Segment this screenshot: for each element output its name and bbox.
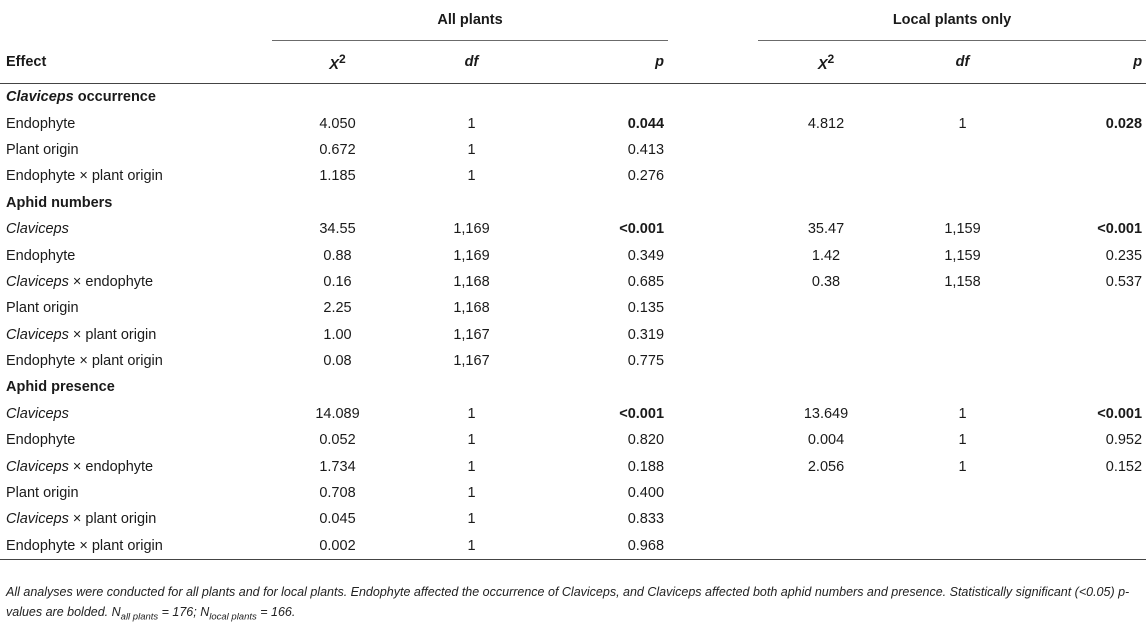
section-title <box>0 374 1146 400</box>
local-p-cell: 0.537 <box>1105 273 1143 290</box>
gap-cell <box>668 295 758 321</box>
local-p-cell: 0.235 <box>1105 247 1143 264</box>
local-df-cell <box>894 137 1031 163</box>
gap-cell <box>668 453 758 479</box>
local-df-cell <box>894 506 1031 532</box>
effect-text: Endophyte <box>6 115 76 132</box>
local-p-cell <box>1031 163 1146 189</box>
local-df-cell <box>894 163 1031 189</box>
local-chi-square-cell <box>758 295 894 321</box>
all-p-cell: 0.775 <box>627 353 665 370</box>
table-row <box>0 533 1146 560</box>
local-chi-square-cell <box>758 533 894 560</box>
table-row <box>0 480 1146 506</box>
effect-cell <box>0 453 272 479</box>
all-p-cell: 0.135 <box>627 300 665 317</box>
effect-italic: Claviceps <box>6 458 69 475</box>
header-p-all: p <box>655 54 665 70</box>
all-chi-square-cell: 0.08 <box>323 353 352 370</box>
effect-cell <box>0 533 272 560</box>
all-df-cell: 1,168 <box>453 273 490 290</box>
local-chi-square-cell <box>758 163 894 189</box>
all-chi-square-cell: 34.55 <box>319 221 356 238</box>
all-p-cell: 0.400 <box>627 485 665 502</box>
chi-symbol: X <box>329 56 339 73</box>
gap-cell <box>668 137 758 163</box>
local-p-cell: <0.001 <box>1097 221 1143 238</box>
all-p-cell: 0.188 <box>627 458 665 475</box>
all-df-cell: 1,167 <box>453 353 490 370</box>
local-df-cell <box>894 480 1031 506</box>
section-title <box>0 84 1146 111</box>
all-df-cell: 1,167 <box>453 326 490 343</box>
footnote-text: All analyses were conducted for all plants and for local plants. Endophyte affected the occurrence of Claviceps, and Claviceps affected both aphid numbers and presence. Statistically significant (<0.05) p-values are bolded. N <box>6 585 1130 619</box>
local-p-cell: 0.952 <box>1105 432 1143 449</box>
effect-text: Endophyte × plant origin <box>6 353 163 370</box>
header-chi-local <box>758 41 894 84</box>
gap-cell <box>668 427 758 453</box>
all-df-cell: 1,168 <box>453 300 490 317</box>
gap-cell <box>668 322 758 348</box>
all-chi-square-cell: 0.16 <box>323 273 352 290</box>
local-chi-square-cell: 0.38 <box>811 273 841 290</box>
effect-italic: Claviceps <box>6 221 69 238</box>
table-footnote <box>6 582 1140 628</box>
header-chi-all <box>272 41 403 84</box>
section-title-text: occurrence <box>73 89 156 106</box>
header-p-local: p <box>1133 54 1143 70</box>
all-p-cell: <0.001 <box>619 405 665 422</box>
local-chi-square-cell <box>758 506 894 532</box>
chi-superscript: 2 <box>827 51 835 66</box>
local-df-cell: 1,158 <box>944 273 981 290</box>
all-chi-square-cell: 0.002 <box>272 533 403 560</box>
local-p-cell: 0.028 <box>1105 115 1143 132</box>
chi-symbol: X <box>817 56 828 73</box>
table-row <box>0 348 1146 374</box>
gap-cell <box>668 242 758 268</box>
local-p-cell: 0.152 <box>1105 458 1143 475</box>
all-p-cell: 0.968 <box>540 533 668 560</box>
all-chi-square-cell: 0.045 <box>319 511 356 528</box>
all-chi-square-cell: 0.672 <box>319 141 356 158</box>
all-df-cell: 1 <box>467 168 476 185</box>
local-p-cell <box>1031 506 1146 532</box>
all-chi-square-cell: 0.88 <box>323 247 352 264</box>
effect-cell <box>0 480 272 506</box>
footnote-eq-local: = 166. <box>256 605 296 619</box>
local-df-cell <box>894 295 1031 321</box>
local-df-cell: 1 <box>958 458 967 475</box>
header-df-all: df <box>464 54 479 70</box>
table-row <box>0 216 1146 242</box>
section-row <box>0 190 1146 216</box>
local-chi-square-cell: 13.649 <box>803 405 849 422</box>
table-row <box>0 322 1146 348</box>
header-gap <box>668 0 758 41</box>
all-p-cell: 0.685 <box>627 273 665 290</box>
effect-text: × plant origin <box>68 326 157 343</box>
all-chi-square-cell: 1.00 <box>323 326 352 343</box>
table-row <box>0 242 1146 268</box>
section-row <box>0 84 1146 111</box>
all-p-cell: <0.001 <box>619 221 665 238</box>
all-p-cell: 0.349 <box>627 247 665 264</box>
section-title <box>0 190 1146 216</box>
table-row <box>0 137 1146 163</box>
local-p-cell <box>1031 348 1146 374</box>
chi-superscript: 2 <box>338 51 346 66</box>
all-df-cell: 1 <box>403 533 540 560</box>
section-title-italic: Claviceps <box>6 89 74 106</box>
section-row <box>0 374 1146 400</box>
table-row <box>0 401 1146 427</box>
all-df-cell: 1 <box>467 115 476 132</box>
local-df-cell: 1 <box>958 115 967 132</box>
all-chi-square-cell: 1.734 <box>319 458 356 475</box>
table-row <box>0 427 1146 453</box>
local-df-cell <box>894 533 1031 560</box>
local-df-cell: 1,159 <box>944 221 981 238</box>
local-chi-square-cell <box>758 137 894 163</box>
header-group-local: Local plants only <box>758 0 1146 41</box>
effect-cell <box>0 110 272 136</box>
effect-text: Endophyte <box>6 432 76 449</box>
header-column-row <box>0 41 1146 84</box>
table-row <box>0 453 1146 479</box>
local-chi-square-cell: 2.056 <box>807 458 845 475</box>
local-p-cell <box>1031 322 1146 348</box>
footnote-sub-all: all plants <box>120 611 159 623</box>
table-row <box>0 163 1146 189</box>
local-chi-square-cell: 35.47 <box>807 221 845 238</box>
all-chi-square-cell: 4.050 <box>319 115 356 132</box>
effect-cell <box>0 506 272 532</box>
effect-text: × endophyte <box>68 458 154 475</box>
all-df-cell: 1 <box>467 141 476 158</box>
local-p-cell <box>1031 295 1146 321</box>
table-row <box>0 110 1146 136</box>
gap-cell <box>668 163 758 189</box>
local-chi-square-cell <box>758 322 894 348</box>
gap-cell <box>668 506 758 532</box>
gap-cell <box>668 401 758 427</box>
all-chi-square-cell: 1.185 <box>319 168 356 185</box>
all-p-cell: 0.820 <box>627 432 665 449</box>
all-df-cell: 1 <box>467 405 476 422</box>
header-blank <box>0 0 272 41</box>
gap-cell <box>668 533 758 560</box>
all-chi-square-cell: 2.25 <box>323 300 352 317</box>
all-p-cell: 0.413 <box>627 141 665 158</box>
all-df-cell: 1 <box>467 511 476 528</box>
effect-italic: Claviceps <box>6 405 69 422</box>
footnote-eq-all: = 176; N <box>158 605 210 619</box>
all-df-cell: 1,169 <box>453 247 490 264</box>
effect-cell <box>0 269 272 295</box>
effect-italic: Claviceps <box>6 273 69 290</box>
gap-cell <box>668 480 758 506</box>
local-chi-square-cell: 0.004 <box>807 432 845 449</box>
header-effect: Effect <box>6 53 47 70</box>
effect-cell <box>0 242 272 268</box>
all-p-cell: 0.044 <box>627 115 665 132</box>
effect-cell <box>0 401 272 427</box>
effect-cell <box>0 427 272 453</box>
effect-text: Endophyte × plant origin <box>6 168 163 185</box>
table-row <box>0 506 1146 532</box>
all-df-cell: 1 <box>467 432 476 449</box>
local-df-cell: 1,159 <box>944 247 981 264</box>
header-group-row <box>0 0 1146 41</box>
table-row <box>0 295 1146 321</box>
effect-cell <box>0 216 272 242</box>
all-df-cell: 1,169 <box>453 221 490 238</box>
effect-italic: Claviceps <box>6 326 69 343</box>
header-gap <box>668 41 758 84</box>
all-chi-square-cell: 0.052 <box>319 432 356 449</box>
header-df-local: df <box>955 54 970 70</box>
local-df-cell: 1 <box>958 405 967 422</box>
effect-text: Endophyte × plant origin <box>6 537 163 554</box>
effect-text: Endophyte <box>6 247 76 264</box>
effect-text: Plant origin <box>6 141 79 158</box>
table-body <box>0 84 1146 560</box>
all-df-cell: 1 <box>467 485 476 502</box>
section-title-text: Aphid numbers <box>6 194 113 211</box>
local-p-cell <box>1031 533 1146 560</box>
effect-text: Plant origin <box>6 485 79 502</box>
all-p-cell: 0.833 <box>627 511 665 528</box>
local-p-cell: <0.001 <box>1097 405 1143 422</box>
effect-cell <box>0 322 272 348</box>
effect-cell <box>0 348 272 374</box>
local-p-cell <box>1031 480 1146 506</box>
effect-text: × plant origin <box>68 511 157 528</box>
section-title-text: Aphid presence <box>6 379 115 396</box>
effect-cell <box>0 163 272 189</box>
gap-cell <box>668 110 758 136</box>
effect-text: Plant origin <box>6 300 79 317</box>
all-p-cell: 0.319 <box>627 326 665 343</box>
local-chi-square-cell <box>758 348 894 374</box>
effect-text: × endophyte <box>68 273 154 290</box>
table-row <box>0 269 1146 295</box>
footnote-sub-local: local plants <box>209 611 257 623</box>
effect-cell <box>0 295 272 321</box>
local-chi-square-cell: 4.812 <box>807 115 845 132</box>
all-chi-square-cell: 14.089 <box>315 405 360 422</box>
effect-cell <box>0 137 272 163</box>
gap-cell <box>668 348 758 374</box>
all-df-cell: 1 <box>467 458 476 475</box>
local-chi-square-cell: 1.42 <box>811 247 841 264</box>
header-group-all: All plants <box>272 0 668 41</box>
local-df-cell <box>894 348 1031 374</box>
all-p-cell: 0.276 <box>627 168 665 185</box>
gap-cell <box>668 269 758 295</box>
all-chi-square-cell: 0.708 <box>319 485 356 502</box>
local-df-cell <box>894 322 1031 348</box>
local-df-cell: 1 <box>958 432 967 449</box>
gap-cell <box>668 216 758 242</box>
local-p-cell <box>1031 137 1146 163</box>
local-chi-square-cell <box>758 480 894 506</box>
effect-italic: Claviceps <box>6 511 69 528</box>
